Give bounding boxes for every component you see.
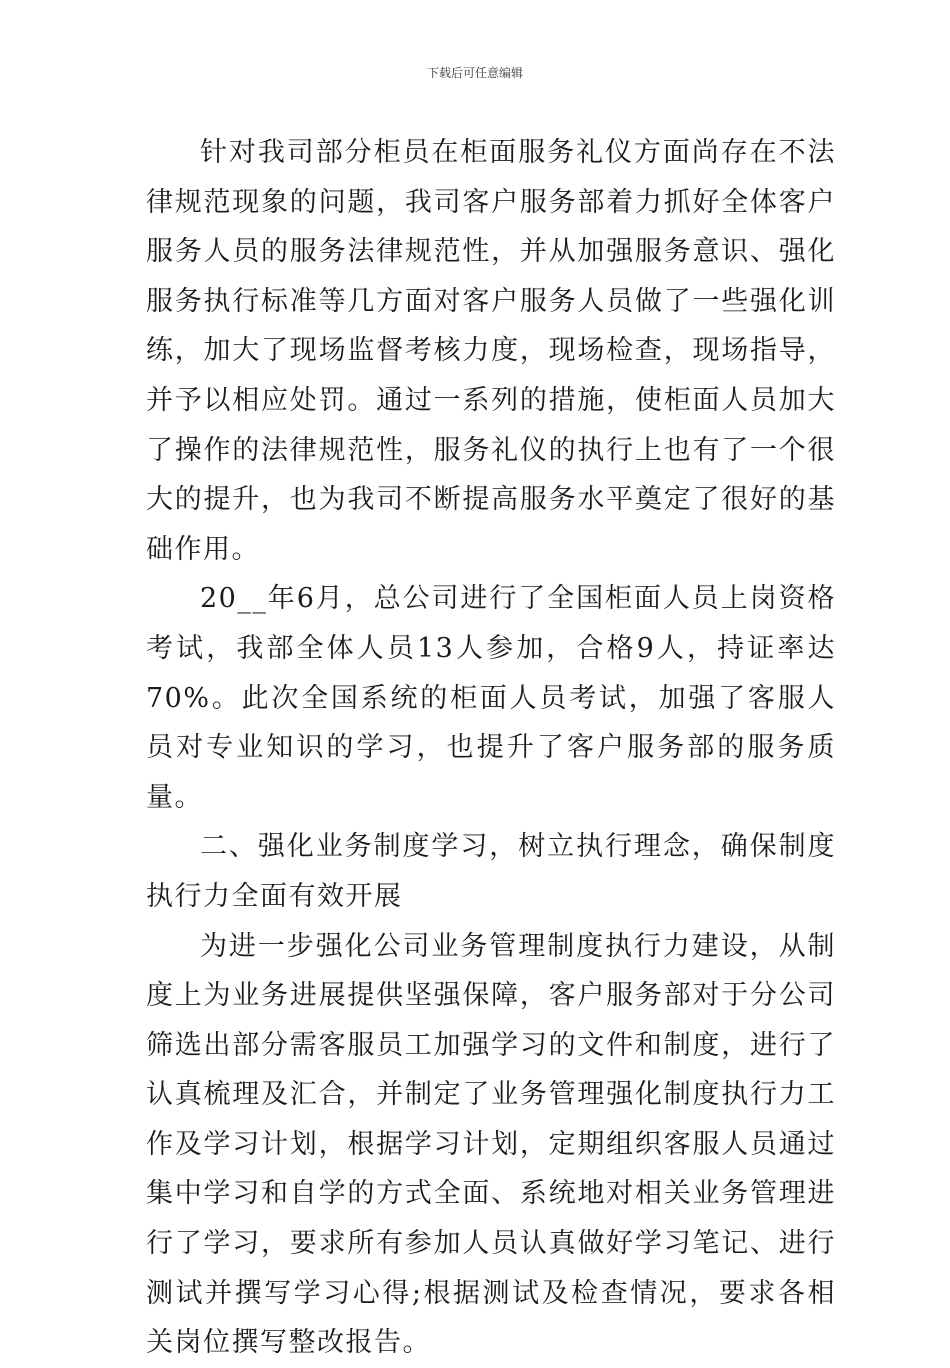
section-heading-two: 二、强化业务制度学习，树立执行理念，确保制度执行力全面有效开展	[146, 831, 836, 912]
paragraph-system-learning: 为进一步强化公司业务管理制度执行力建设，从制度上为业务进展提供坚强保障，客户服务部对于分公司筛选出部分需客服员工加强学习的文件和制度，进行了认真梳理及汇合，并制定了业务管理强化制度执行力工作及学习计划，根据学习计划，定期组织客服人员通过集中学习和自学的方式全面、系统地对相关业务管理进行了学习，要求所有参加人员认真做好学习笔记、进行测试并撰写学习心得;根据测试及检查情况，要求各相关岗位撰写整改报告。	[146, 930, 836, 1359]
page-header: 下载后可任意编辑	[426, 66, 523, 80]
paragraph-service-etiquette: 针对我司部分柜员在柜面服务礼仪方面尚存在不法律规范现象的问题，我司客户服务部着力抓好全体客户服务人员的服务法律规范性，并从加强服务意识、强化服务执行标准等几方面对客户服务人员做了一些强化训练，加大了现场监督考核力度，现场检查，现场指导，并予以相应处罚。通过一系列的措施，使柜面人员加大了操作的法律规范性，服务礼仪的执行上也有了一个很大的提升，也为我司不断提高服务水平奠定了很好的基础作用。	[146, 137, 836, 565]
document-body	[146, 128, 836, 1368]
paragraph-qualification-exam: 20__年6月，总公司进行了全国柜面人员上岗资格考试，我部全体人员13人参加，合格9人，持证率达70%。此次全国系统的柜面人员考试，加强了客服人员对专业知识的学习，也提升了客户服务部的服务质量。	[146, 583, 836, 813]
